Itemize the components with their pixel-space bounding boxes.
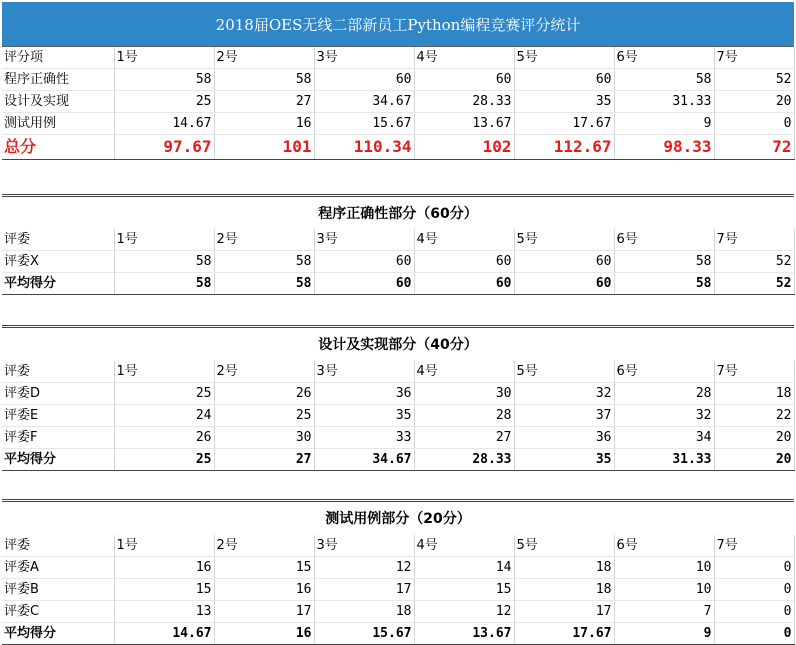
score-cell[interactable]: 18 bbox=[514, 579, 614, 601]
score-cell[interactable]: 60 bbox=[514, 69, 614, 91]
correctness-table bbox=[2, 229, 795, 295]
score-cell[interactable]: 0 bbox=[714, 579, 794, 601]
header-cell[interactable]: 6号 bbox=[614, 47, 714, 69]
table-row bbox=[2, 405, 794, 427]
score-cell[interactable]: 35 bbox=[514, 91, 614, 113]
row-label[interactable]: 程序正确性 bbox=[2, 69, 114, 91]
score-cell[interactable]: 34 bbox=[614, 427, 714, 449]
header-cell[interactable]: 4号 bbox=[414, 361, 514, 383]
average-cell[interactable]: 27 bbox=[214, 449, 314, 471]
header-cell[interactable]: 4号 bbox=[414, 229, 514, 251]
header-cell[interactable]: 1号 bbox=[114, 47, 214, 69]
header-cell[interactable]: 2号 bbox=[214, 47, 314, 69]
score-cell[interactable]: 18 bbox=[314, 601, 414, 623]
header-cell[interactable]: 3号 bbox=[314, 361, 414, 383]
average-label[interactable]: 平均得分 bbox=[2, 449, 114, 471]
header-cell[interactable]: 2号 bbox=[214, 229, 314, 251]
header-cell[interactable]: 4号 bbox=[414, 535, 514, 557]
average-cell[interactable]: 34.67 bbox=[314, 449, 414, 471]
average-cell[interactable]: 52 bbox=[714, 273, 794, 295]
total-cell[interactable]: 101 bbox=[214, 135, 314, 160]
score-cell[interactable]: 36 bbox=[514, 427, 614, 449]
score-cell[interactable]: 25 bbox=[214, 405, 314, 427]
average-row bbox=[2, 273, 794, 295]
score-cell[interactable]: 15 bbox=[414, 579, 514, 601]
score-cell[interactable]: 30 bbox=[214, 427, 314, 449]
header-cell[interactable]: 6号 bbox=[614, 229, 714, 251]
average-cell[interactable]: 31.33 bbox=[614, 449, 714, 471]
score-cell[interactable]: 17 bbox=[314, 579, 414, 601]
divider bbox=[2, 194, 794, 195]
design-header-row bbox=[2, 361, 794, 383]
judge-label[interactable]: 评委C bbox=[2, 601, 114, 623]
total-cell[interactable]: 98.33 bbox=[614, 135, 714, 160]
average-cell[interactable]: 20 bbox=[714, 449, 794, 471]
score-cell[interactable]: 10 bbox=[614, 557, 714, 579]
header-cell[interactable]: 评分项 bbox=[2, 47, 114, 69]
total-row bbox=[2, 135, 794, 160]
average-cell[interactable]: 60 bbox=[414, 273, 514, 295]
score-cell[interactable]: 28 bbox=[614, 383, 714, 405]
average-cell[interactable]: 0 bbox=[714, 623, 794, 645]
score-cell[interactable]: 60 bbox=[314, 69, 414, 91]
testing-header-row bbox=[2, 535, 794, 557]
score-cell[interactable]: 16 bbox=[114, 557, 214, 579]
score-cell[interactable]: 13 bbox=[114, 601, 214, 623]
header-cell[interactable]: 5号 bbox=[514, 47, 614, 69]
header-cell[interactable]: 3号 bbox=[314, 535, 414, 557]
score-cell[interactable]: 34.67 bbox=[314, 91, 414, 113]
score-cell[interactable]: 10 bbox=[614, 579, 714, 601]
score-cell[interactable]: 58 bbox=[114, 251, 214, 273]
average-cell[interactable]: 58 bbox=[214, 273, 314, 295]
score-cell[interactable]: 26 bbox=[114, 427, 214, 449]
average-row bbox=[2, 449, 794, 471]
header-cell[interactable]: 5号 bbox=[514, 535, 614, 557]
score-cell[interactable]: 32 bbox=[514, 383, 614, 405]
header-cell[interactable]: 评委 bbox=[2, 535, 114, 557]
header-cell[interactable]: 1号 bbox=[114, 229, 214, 251]
score-cell[interactable]: 17 bbox=[214, 601, 314, 623]
divider bbox=[2, 325, 794, 326]
score-cell[interactable]: 28 bbox=[414, 405, 514, 427]
average-cell[interactable]: 58 bbox=[114, 273, 214, 295]
score-cell[interactable]: 33 bbox=[314, 427, 414, 449]
total-cell[interactable]: 102 bbox=[414, 135, 514, 160]
header-cell[interactable]: 4号 bbox=[414, 47, 514, 69]
score-cell[interactable]: 15 bbox=[214, 557, 314, 579]
judge-label[interactable]: 评委A bbox=[2, 557, 114, 579]
score-cell[interactable]: 28.33 bbox=[414, 91, 514, 113]
judge-label[interactable]: 评委E bbox=[2, 405, 114, 427]
score-cell[interactable]: 20 bbox=[714, 91, 794, 113]
row-label[interactable]: 测试用例 bbox=[2, 113, 114, 135]
score-cell[interactable]: 58 bbox=[614, 69, 714, 91]
header-cell[interactable]: 3号 bbox=[314, 47, 414, 69]
total-cell[interactable]: 110.34 bbox=[314, 135, 414, 160]
score-cell[interactable]: 52 bbox=[714, 251, 794, 273]
average-cell[interactable]: 13.67 bbox=[414, 623, 514, 645]
score-cell[interactable]: 26 bbox=[214, 383, 314, 405]
score-cell[interactable]: 22 bbox=[714, 405, 794, 427]
header-cell[interactable]: 评委 bbox=[2, 361, 114, 383]
score-cell[interactable]: 18 bbox=[514, 557, 614, 579]
score-cell[interactable]: 37 bbox=[514, 405, 614, 427]
score-cell[interactable]: 60 bbox=[314, 251, 414, 273]
total-cell[interactable]: 97.67 bbox=[114, 135, 214, 160]
total-label[interactable]: 总分 bbox=[2, 135, 114, 160]
header-cell[interactable]: 7号 bbox=[714, 361, 794, 383]
score-cell[interactable]: 15 bbox=[114, 579, 214, 601]
header-cell[interactable]: 评委 bbox=[2, 229, 114, 251]
table-row bbox=[2, 251, 794, 273]
score-cell[interactable]: 60 bbox=[414, 69, 514, 91]
score-cell[interactable]: 58 bbox=[214, 69, 314, 91]
correctness-header-row bbox=[2, 229, 794, 251]
score-cell[interactable]: 16 bbox=[214, 113, 314, 135]
score-cell[interactable]: 13.67 bbox=[414, 113, 514, 135]
design-table bbox=[2, 361, 795, 471]
testing-table bbox=[2, 535, 795, 645]
average-cell[interactable]: 25 bbox=[114, 449, 214, 471]
average-cell[interactable]: 60 bbox=[314, 273, 414, 295]
table-row bbox=[2, 427, 794, 449]
average-label[interactable]: 平均得分 bbox=[2, 623, 114, 645]
summary-table bbox=[2, 47, 795, 160]
average-cell[interactable]: 14.67 bbox=[114, 623, 214, 645]
header-cell[interactable]: 1号 bbox=[114, 535, 214, 557]
score-cell[interactable]: 17.67 bbox=[514, 113, 614, 135]
judge-label[interactable]: 评委D bbox=[2, 383, 114, 405]
score-cell[interactable]: 27 bbox=[214, 91, 314, 113]
summary-header-row bbox=[2, 47, 794, 69]
average-cell[interactable]: 16 bbox=[214, 623, 314, 645]
judge-label[interactable]: 评委X bbox=[2, 251, 114, 273]
header-cell[interactable]: 1号 bbox=[114, 361, 214, 383]
header-cell[interactable]: 7号 bbox=[714, 47, 794, 69]
judge-label[interactable]: 评委F bbox=[2, 427, 114, 449]
total-cell[interactable]: 72 bbox=[714, 135, 794, 160]
score-cell[interactable]: 0 bbox=[714, 601, 794, 623]
score-cell[interactable]: 24 bbox=[114, 405, 214, 427]
score-cell[interactable]: 0 bbox=[714, 557, 794, 579]
table-row bbox=[2, 91, 794, 113]
table-row bbox=[2, 383, 794, 405]
header-cell[interactable]: 7号 bbox=[714, 229, 794, 251]
average-cell[interactable]: 60 bbox=[514, 273, 614, 295]
average-cell[interactable]: 9 bbox=[614, 623, 714, 645]
divider bbox=[2, 499, 794, 500]
sheet-title[interactable]: 2018届OES无线二部新员工Python编程竞赛评分统计 bbox=[2, 2, 794, 47]
score-cell[interactable]: 30 bbox=[414, 383, 514, 405]
total-cell[interactable]: 112.67 bbox=[514, 135, 614, 160]
header-cell[interactable]: 3号 bbox=[314, 229, 414, 251]
score-cell[interactable]: 32 bbox=[614, 405, 714, 427]
score-cell[interactable]: 31.33 bbox=[614, 91, 714, 113]
average-cell[interactable]: 35 bbox=[514, 449, 614, 471]
score-cell[interactable]: 17 bbox=[514, 601, 614, 623]
score-cell[interactable]: 60 bbox=[414, 251, 514, 273]
average-label[interactable]: 平均得分 bbox=[2, 273, 114, 295]
score-cell[interactable]: 52 bbox=[714, 69, 794, 91]
table-row bbox=[2, 601, 794, 623]
section-title-correctness[interactable]: 程序正确性部分（60分） bbox=[2, 196, 794, 229]
score-cell[interactable]: 0 bbox=[714, 113, 794, 135]
table-row bbox=[2, 579, 794, 601]
table-row bbox=[2, 557, 794, 579]
score-cell[interactable]: 58 bbox=[214, 251, 314, 273]
score-cell[interactable]: 12 bbox=[314, 557, 414, 579]
score-cell[interactable]: 9 bbox=[614, 113, 714, 135]
score-cell[interactable]: 14.67 bbox=[114, 113, 214, 135]
score-cell[interactable]: 25 bbox=[114, 383, 214, 405]
score-cell[interactable]: 15.67 bbox=[314, 113, 414, 135]
average-row bbox=[2, 623, 794, 645]
header-cell[interactable]: 5号 bbox=[514, 361, 614, 383]
score-cell[interactable]: 7 bbox=[614, 601, 714, 623]
score-cell[interactable]: 58 bbox=[614, 251, 714, 273]
section-title-design[interactable]: 设计及实现部分（40分） bbox=[2, 327, 794, 360]
table-row bbox=[2, 113, 794, 135]
header-cell[interactable]: 2号 bbox=[214, 535, 314, 557]
section-title-testing[interactable]: 测试用例部分（20分） bbox=[2, 501, 794, 534]
score-cell[interactable]: 35 bbox=[314, 405, 414, 427]
score-cell[interactable]: 58 bbox=[114, 69, 214, 91]
judge-label[interactable]: 评委B bbox=[2, 579, 114, 601]
header-cell[interactable]: 7号 bbox=[714, 535, 794, 557]
score-cell[interactable]: 27 bbox=[414, 427, 514, 449]
header-cell[interactable]: 2号 bbox=[214, 361, 314, 383]
row-label[interactable]: 设计及实现 bbox=[2, 91, 114, 113]
score-cell[interactable]: 18 bbox=[714, 383, 794, 405]
score-cell[interactable]: 20 bbox=[714, 427, 794, 449]
score-cell[interactable]: 12 bbox=[414, 601, 514, 623]
table-row bbox=[2, 69, 794, 91]
average-cell[interactable]: 28.33 bbox=[414, 449, 514, 471]
average-cell[interactable]: 58 bbox=[614, 273, 714, 295]
header-cell[interactable]: 6号 bbox=[614, 535, 714, 557]
score-cell[interactable]: 25 bbox=[114, 91, 214, 113]
score-cell[interactable]: 14 bbox=[414, 557, 514, 579]
score-cell[interactable]: 60 bbox=[514, 251, 614, 273]
average-cell[interactable]: 15.67 bbox=[314, 623, 414, 645]
header-cell[interactable]: 6号 bbox=[614, 361, 714, 383]
header-cell[interactable]: 5号 bbox=[514, 229, 614, 251]
score-cell[interactable]: 16 bbox=[214, 579, 314, 601]
score-cell[interactable]: 36 bbox=[314, 383, 414, 405]
average-cell[interactable]: 17.67 bbox=[514, 623, 614, 645]
